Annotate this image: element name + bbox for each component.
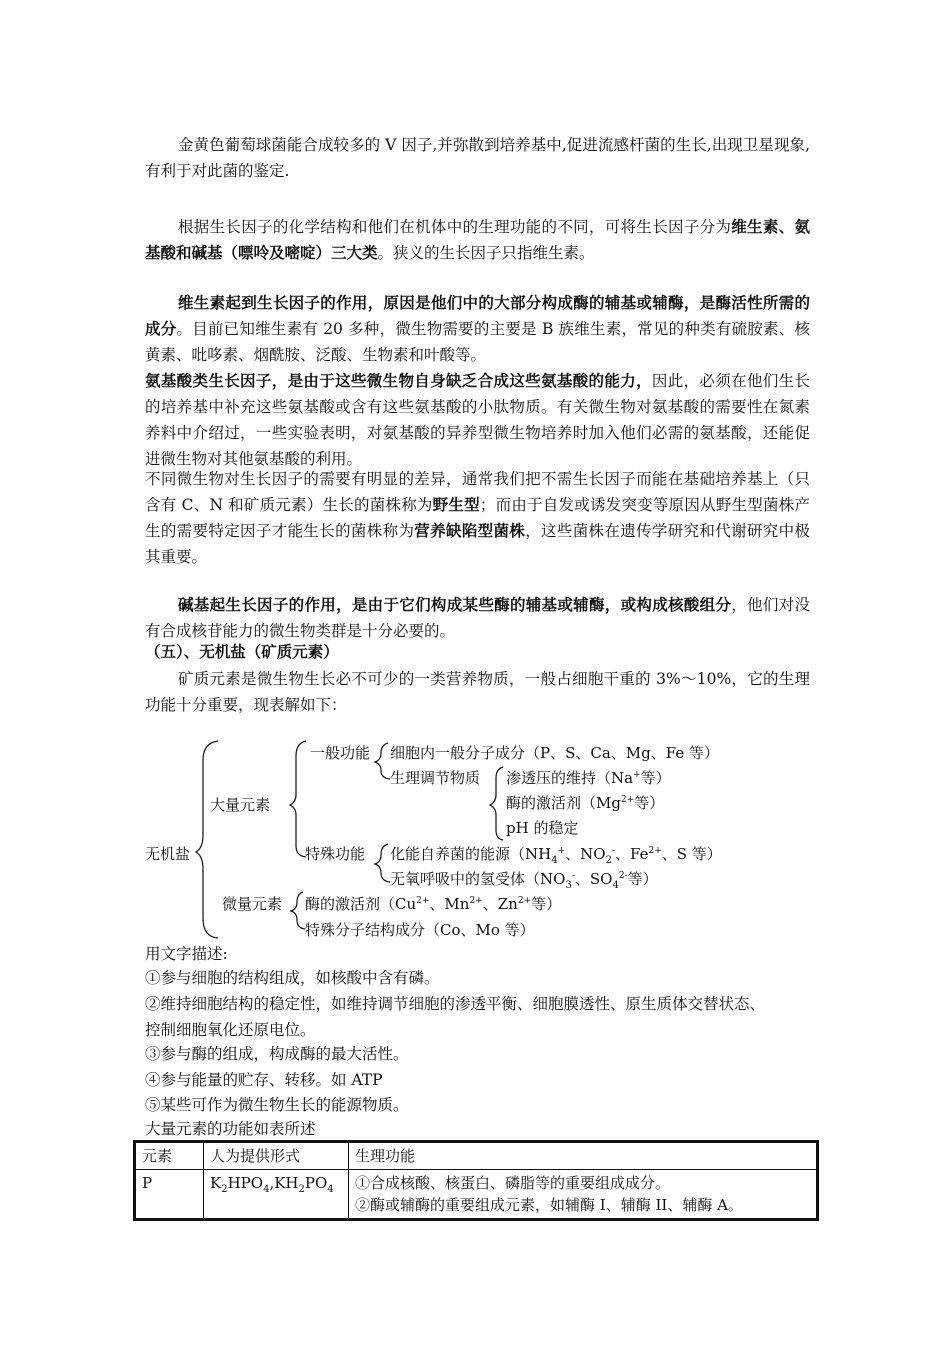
superscript: 2+ bbox=[648, 846, 662, 856]
text: 等） bbox=[531, 895, 562, 913]
list-item-1: ①参与细胞的结构组成，如核酸中含有磷。 bbox=[145, 969, 440, 987]
text: 金黄色葡萄球菌能合成较多的 V 因子,并弥散到培养基中,促进流感杆菌的生长,出现卫星现象,有利于对此菌的鉴定. bbox=[145, 136, 810, 180]
table-header-cell: 生理功能 bbox=[349, 1142, 818, 1170]
table-header-cell: 元素 bbox=[135, 1142, 204, 1170]
diagram-micro-item-2: 特殊分子结构成分（Co、Mo 等） bbox=[305, 921, 535, 939]
text: 无氧呼吸中的氢受体（NO bbox=[390, 870, 566, 888]
brace-regulatory bbox=[490, 767, 503, 840]
bold-text: 野生型 bbox=[432, 495, 480, 514]
function-line-2: ②酶或辅酶的重要组成元素，如辅酶 I、辅酶 II、辅酶 A。 bbox=[355, 1196, 743, 1214]
diagram-root-label: 无机盐 bbox=[145, 845, 191, 863]
text: 酶的激活剂（Cu bbox=[305, 895, 417, 913]
diagram-general-item-2: 生理调节物质 bbox=[390, 769, 481, 787]
diagram-micro-label: 微量元素 bbox=[222, 895, 283, 913]
text: 、S 等） bbox=[661, 845, 722, 863]
text: 、Mn bbox=[429, 895, 470, 913]
brace-root bbox=[196, 741, 218, 938]
superscript: + bbox=[557, 846, 566, 856]
text: 、SO bbox=[574, 870, 613, 888]
table-cell-form bbox=[204, 1170, 349, 1220]
text: 因此，必须在他们生长的培养基中补充这些氨基酸或含有这些氨基酸的小肽物质。有关微生物对氨基酸的需要性在氮素养料中介绍过，一些实验表明，对氨基酸的异养型微生物培养时加入他们必需的氨基酸，还能促进微生物对其他氨基酸的利用。 bbox=[145, 372, 810, 468]
text: 。目前已知维生素有 20 多种，微生物需要的主要是 B 族维生素，常见的种类有硫胺素、核黄素、吡哆素、烟酰胺、泛酸、生物素和叶酸等。 bbox=[145, 320, 810, 364]
table-cell-element: P bbox=[135, 1170, 204, 1220]
list-item-5: ⑤某些可作为微生物生长的能源物质。 bbox=[145, 1096, 409, 1114]
diagram-general-label: 一般功能 bbox=[310, 744, 371, 762]
text: 不同微生物对生长因子的需要有明显的差异，通常我们把不需生长因子而能在基础培养基上（只含有 C、N 和矿质元素）生长的菌株称为 bbox=[145, 470, 810, 514]
text: 化能自养菌的能源（NH bbox=[390, 845, 552, 863]
table-row bbox=[135, 1170, 818, 1220]
diagram-general-item-1: 细胞内一般分子成分（P、S、Ca、Mg、Fe 等） bbox=[390, 744, 719, 762]
text: 等） bbox=[634, 794, 665, 812]
text: ，他们对没有合成核苷能力的微生物类群是十分必要的。 bbox=[145, 596, 810, 640]
superscript: 2- bbox=[618, 871, 628, 881]
bold-text: 营养缺陷型菌株 bbox=[414, 521, 526, 540]
subscript: 2 bbox=[221, 1184, 228, 1195]
brace-general bbox=[375, 743, 390, 779]
table-header-row bbox=[135, 1142, 818, 1170]
text: 矿质元素是微生物生长必不可少的一类营养物质，一般占细胞干重的 3%～10%，它的生理功能十分重要，现表解如下： bbox=[145, 670, 810, 714]
section-heading: （五）、无机盐（矿质元素） bbox=[145, 642, 339, 661]
subscript: 2 bbox=[605, 855, 612, 866]
diagram-regulatory-item-2 bbox=[506, 793, 664, 813]
text: 。狭义的生长因子只指维生素。 bbox=[377, 244, 595, 262]
subscript: 2 bbox=[298, 1184, 305, 1195]
bold-text: 氨基酸类生长因子，是由于这些微生物自身缺乏合成这些氨基酸的能力， bbox=[145, 371, 652, 390]
macro-element-function-table bbox=[133, 1140, 819, 1221]
list-item-2-continued: 控制细胞氧化还原电位。 bbox=[145, 1021, 316, 1039]
text: 、NO bbox=[565, 845, 606, 863]
list-item-4: ④参与能量的贮存、转移。如 ATP bbox=[145, 1071, 383, 1089]
diagram-regulatory-item-1 bbox=[506, 768, 671, 788]
bold-text: 碱基起生长因子的作用，是由于它们构成某些酶的辅基或辅酶，或构成核酸组分 bbox=[178, 595, 732, 614]
text: 、Fe bbox=[615, 845, 649, 863]
text: HPO bbox=[227, 1174, 264, 1192]
brace-macro bbox=[290, 741, 306, 857]
diagram-macro-label: 大量元素 bbox=[210, 796, 271, 814]
bold-text: 维生素起到生长因子的作用，原因是他们中的大部分构成酶的辅基或辅酶，是酶活性所需的成分 bbox=[145, 293, 810, 338]
text: 根据生长因子的化学结构和他们在机体中的生理功能的不同，可将生长因子分为 bbox=[178, 218, 732, 236]
diagram-special-item-1 bbox=[390, 844, 722, 864]
text: 等） bbox=[627, 870, 658, 888]
list-item-3: ③参与酶的组成，构成酶的最大活性。 bbox=[145, 1045, 409, 1063]
diagram-special-item-2 bbox=[390, 869, 658, 889]
brace-special bbox=[375, 844, 390, 882]
superscript: 2+ bbox=[517, 896, 532, 906]
function-line-1: ①合成核酸、核蛋白、磷脂等的重要组成成分。 bbox=[355, 1174, 671, 1192]
list-item-2: ②维持细胞结构的稳定性，如维持调节细胞的渗透平衡、细胞膜透性、原生质体交替状态、 bbox=[145, 995, 766, 1013]
superscript: + bbox=[633, 770, 641, 780]
subscript: 3 bbox=[565, 880, 572, 891]
subscript: 4 bbox=[612, 880, 619, 891]
text: 、Zn bbox=[482, 895, 518, 913]
diagram-special-label: 特殊功能 bbox=[305, 845, 366, 863]
subscript: 4 bbox=[551, 855, 558, 866]
text: 渗透压的维持（Na bbox=[506, 769, 634, 787]
subscript: 4 bbox=[263, 1184, 270, 1195]
superscript: 2+ bbox=[469, 896, 483, 906]
subscript: 4 bbox=[327, 1184, 334, 1195]
bold-text: 维生素、氨基酸和碱基（嘌呤及嘧啶）三大类 bbox=[145, 217, 810, 262]
text: ,KH bbox=[269, 1174, 299, 1192]
text: ；而由于自发或诱发突变等原因从野生型菌株产生的需要特定因子才能生长的菌株称为 bbox=[145, 496, 810, 540]
table-cell-function bbox=[349, 1170, 818, 1220]
list-intro: 用文字描述: bbox=[145, 945, 228, 963]
diagram-micro-item-1 bbox=[305, 894, 561, 914]
superscript: - bbox=[611, 846, 615, 856]
diagram-regulatory-item-3: pH 的稳定 bbox=[506, 819, 579, 837]
text: PO bbox=[304, 1174, 328, 1192]
table-header-cell: 人为提供形式 bbox=[204, 1142, 349, 1170]
text: 酶的激活剂（Mg bbox=[506, 794, 621, 812]
table-caption: 大量元素的功能如表所述 bbox=[145, 1120, 316, 1138]
text: 等） bbox=[640, 769, 671, 787]
text: ，这些菌株在遗传学研究和代谢研究中极其重要。 bbox=[145, 522, 810, 566]
superscript: - bbox=[571, 871, 575, 881]
superscript: 2+ bbox=[416, 896, 430, 906]
brace-micro bbox=[291, 892, 305, 929]
text: K bbox=[210, 1174, 222, 1192]
superscript: 2+ bbox=[620, 795, 635, 805]
